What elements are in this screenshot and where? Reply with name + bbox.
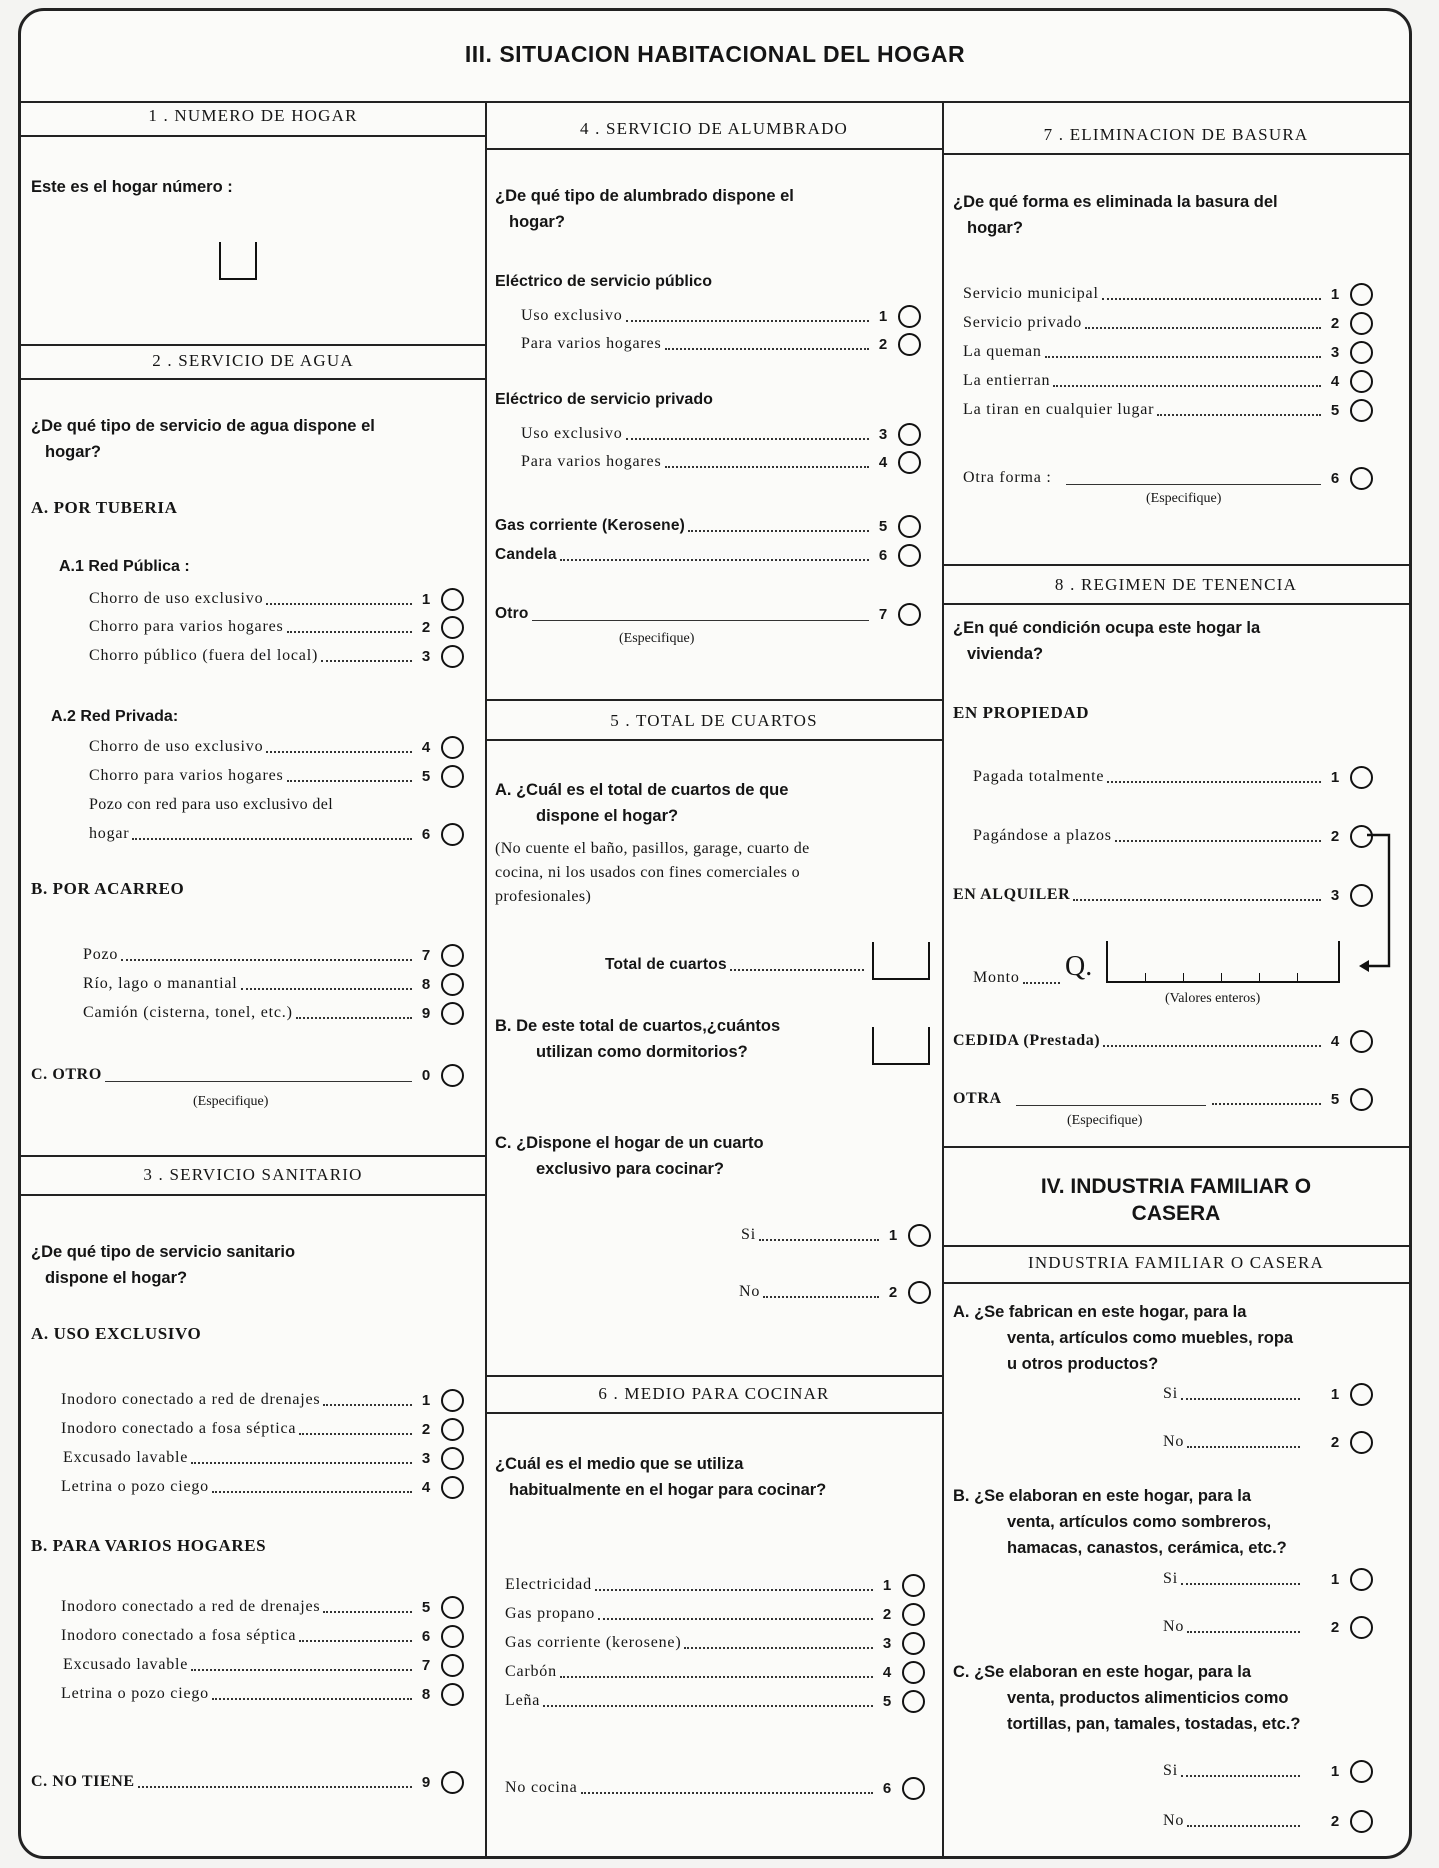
cooking-option-none[interactable]: No cocina 6 [505, 1775, 925, 1801]
water-option-6[interactable]: hogar 6 [89, 821, 464, 847]
water-pipe-heading: A. POR TUBERIA [31, 498, 178, 517]
section-2-header: 2 . SERVICIO DE AGUA [152, 351, 354, 370]
light-option-other[interactable]: Otro 7 [495, 601, 921, 627]
digit-tick [1183, 973, 1184, 981]
industry-a-yes[interactable]: Si 1 [1163, 1381, 1373, 1407]
option-circle [898, 515, 921, 538]
column-divider-1 [485, 101, 487, 1859]
tenure-option-3[interactable]: EN ALQUILER 3 [953, 882, 1373, 908]
tenure-owned-heading: EN PROPIEDAD [953, 703, 1090, 722]
section-2-top-rule [21, 344, 485, 346]
garbage-option-3[interactable]: La queman 3 [963, 339, 1373, 365]
section-5-header: 5 . TOTAL DE CUARTOS [610, 711, 818, 730]
section-1-header: 1 . NUMERO DE HOGAR [148, 106, 358, 125]
option-circle [1350, 1810, 1373, 1833]
option-circle [902, 1661, 925, 1684]
section-6-question-line-2: habitualmente en el hogar para cocinar? [509, 1481, 827, 1499]
section-iv-title-line-1: IV. INDUSTRIA FAMILIAR O [1040, 1175, 1312, 1198]
section-7-header: 7 . ELIMINACION DE BASURA [1043, 125, 1309, 144]
rooms-question-b-line-2: utilizan como dormitorios? [536, 1043, 748, 1061]
option-circle [898, 544, 921, 567]
kitchen-option-no[interactable]: No 2 [739, 1279, 931, 1305]
option-circle [441, 1002, 464, 1025]
water-option-9[interactable]: Camión (cisterna, tonel, etc.) 9 [83, 1000, 464, 1026]
option-circle [441, 1447, 464, 1470]
option-circle [898, 603, 921, 626]
industry-question-a-line-1: A. ¿Se fabrican en este hogar, para la [953, 1303, 1247, 1321]
sanitary-shared-heading: B. PARA VARIOS HOGARES [31, 1536, 267, 1555]
page-title: III. SITUACION HABITACIONAL DEL HOGAR [464, 41, 966, 67]
water-other-specify: (Especifique) [193, 1094, 269, 1109]
cooking-option-1[interactable]: Electricidad 1 [505, 1572, 925, 1598]
section-iv-top-rule [943, 1146, 1409, 1148]
option-circle [441, 588, 464, 611]
option-circle [1350, 399, 1373, 422]
section-iv-header: INDUSTRIA FAMILIAR O CASERA [1027, 1253, 1325, 1272]
digit-tick [1221, 973, 1222, 981]
garbage-option-1[interactable]: Servicio municipal 1 [963, 281, 1373, 307]
rooms-question-a-line-1: A. ¿Cuál es el total de cuartos de que [495, 781, 789, 799]
cooking-option-2[interactable]: Gas propano 2 [505, 1601, 925, 1627]
light-option-3[interactable]: Uso exclusivo 3 [521, 421, 921, 447]
light-option-4[interactable]: Para varios hogares 4 [521, 449, 921, 475]
industry-question-b-line-1: B. ¿Se elaboran en este hogar, para la [953, 1487, 1252, 1505]
industry-a-no[interactable]: No 2 [1163, 1429, 1373, 1455]
option-circle [441, 973, 464, 996]
sanitary-option-3[interactable]: Excusado lavable 3 [63, 1445, 464, 1471]
light-option-2[interactable]: Para varios hogares 2 [521, 331, 921, 357]
water-public-network-heading: A.1 Red Pública : [59, 558, 190, 575]
option-circle [898, 451, 921, 474]
option-circle [898, 305, 921, 328]
section-4-rule [486, 148, 942, 150]
industry-question-c-line-2: venta, productos alimenticios como [1007, 1689, 1289, 1707]
garbage-option-5[interactable]: La tiran en cualquier lugar 5 [963, 397, 1373, 423]
option-circle [908, 1224, 931, 1247]
option-circle [441, 1064, 464, 1087]
tenure-other-specify: (Especifique) [1067, 1113, 1143, 1128]
option-circle [441, 1476, 464, 1499]
currency-symbol: Q. [1065, 951, 1093, 982]
option-circle [902, 1632, 925, 1655]
industry-b-yes[interactable]: Si 1 [1163, 1566, 1373, 1592]
option-circle [441, 645, 464, 668]
section-2-question-line-1: ¿De qué tipo de servicio de agua dispone el [31, 417, 375, 435]
total-rooms-box[interactable] [872, 942, 930, 980]
sanitary-option-6[interactable]: Inodoro conectado a fosa séptica 6 [61, 1623, 464, 1649]
tenure-option-1[interactable]: Pagada totalmente 1 [973, 764, 1373, 790]
water-option-5[interactable]: Chorro para varios hogares 5 [89, 763, 464, 789]
water-option-8[interactable]: Río, lago o manantial 8 [83, 971, 464, 997]
option-circle [1350, 766, 1373, 789]
section-8-top-rule [943, 564, 1409, 566]
light-public-heading: Eléctrico de servicio público [495, 273, 712, 290]
section-3-question-line-1: ¿De qué tipo de servicio sanitario [31, 1243, 296, 1261]
option-circle [441, 1389, 464, 1412]
water-option-7[interactable]: Pozo 7 [83, 942, 464, 968]
option-circle [1350, 1760, 1373, 1783]
section-7-question-line-2: hogar? [967, 219, 1023, 237]
section-iv-rule-1 [943, 1245, 1409, 1247]
light-private-heading: Eléctrico de servicio privado [495, 391, 713, 408]
rooms-question-b-line-1: B. De este total de cuartos,¿cuántos [495, 1017, 781, 1035]
bedrooms-box[interactable] [872, 1027, 930, 1065]
option-circle [1350, 370, 1373, 393]
option-circle [1350, 1088, 1373, 1111]
cooking-option-4[interactable]: Carbón 4 [505, 1659, 925, 1685]
rent-amount-note: (Valores enteros) [1165, 991, 1261, 1006]
section-6-rule [486, 1412, 942, 1414]
section-iv-title-line-2: CASERA [1131, 1202, 1221, 1225]
rooms-question-c-line-1: C. ¿Dispone el hogar de un cuarto [495, 1134, 764, 1152]
section-4-header: 4 . SERVICIO DE ALUMBRADO [579, 119, 849, 138]
option-circle [1350, 283, 1373, 306]
column-divider-2 [942, 101, 944, 1859]
sanitary-option-5[interactable]: Inodoro conectado a red de drenajes 5 [61, 1594, 464, 1620]
rent-amount-box[interactable] [1106, 941, 1340, 983]
section-3-rule [21, 1194, 485, 1196]
option-circle [1350, 1383, 1373, 1406]
section-8-question-line-2: vivienda? [967, 645, 1044, 663]
light-option-5[interactable]: Gas corriente (Kerosene) 5 [495, 513, 921, 539]
sanitary-option-7[interactable]: Excusado lavable 7 [63, 1652, 464, 1678]
section-4-question-line-2: hogar? [509, 213, 565, 231]
industry-c-no[interactable]: No 2 [1163, 1808, 1373, 1834]
section-4-question-line-1: ¿De qué tipo de alumbrado dispone el [495, 187, 794, 205]
industry-b-no[interactable]: No 2 [1163, 1614, 1373, 1640]
option-circle [441, 765, 464, 788]
section-6-top-rule [486, 1375, 942, 1377]
garbage-option-2[interactable]: Servicio privado 2 [963, 310, 1373, 336]
sanitary-option-8[interactable]: Letrina o pozo ciego 8 [61, 1681, 464, 1707]
option-circle [902, 1690, 925, 1713]
industry-question-a-line-2: venta, artículos como muebles, ropa [1007, 1329, 1294, 1347]
section-5-rule [486, 739, 942, 741]
skip-arrow [1357, 831, 1409, 993]
water-option-1[interactable]: Chorro de uso exclusivo 1 [89, 586, 464, 612]
section-1-question: Este es el hogar número : [31, 178, 233, 196]
option-circle [441, 1418, 464, 1441]
section-3-top-rule [21, 1155, 485, 1157]
household-number-box[interactable] [219, 242, 257, 280]
water-carry-heading: B. POR ACARREO [31, 879, 185, 898]
option-circle [1350, 1030, 1373, 1053]
industry-question-b-line-3: hamacas, canastos, cerámica, etc.? [1007, 1539, 1287, 1557]
industry-question-a-line-3: u otros productos? [1007, 1355, 1159, 1373]
option-circle [441, 1596, 464, 1619]
garbage-option-4[interactable]: La entierran 4 [963, 368, 1373, 394]
section-5-top-rule [486, 699, 942, 701]
option-circle [1350, 1568, 1373, 1591]
section-3-question-line-2: dispone el hogar? [45, 1269, 188, 1287]
option-circle [441, 1771, 464, 1794]
sanitary-option-4[interactable]: Letrina o pozo ciego 4 [61, 1474, 464, 1500]
tenure-option-4[interactable]: CEDIDA (Prestada) 4 [953, 1028, 1373, 1054]
option-circle [1350, 1431, 1373, 1454]
rent-amount-label: Monto [973, 965, 1063, 991]
section-8-question-line-1: ¿En qué condición ocupa este hogar la [953, 619, 1261, 637]
light-other-specify: (Especifique) [619, 631, 695, 646]
cooking-option-5[interactable]: Leña 5 [505, 1688, 925, 1714]
option-circle [1350, 341, 1373, 364]
tenure-option-2[interactable]: Pagándose a plazos 2 [973, 823, 1373, 849]
section-8-header: 8 . REGIMEN DE TENENCIA [1054, 575, 1298, 594]
option-circle [908, 1281, 931, 1304]
option-circle [441, 944, 464, 967]
total-rooms-label: Total de cuartos [605, 952, 867, 978]
sanitary-option-2[interactable]: Inodoro conectado a fosa séptica 2 [61, 1416, 464, 1442]
census-form-page [18, 8, 1412, 1859]
light-option-6[interactable]: Candela 6 [495, 542, 921, 568]
cooking-option-3[interactable]: Gas corriente (kerosene) 3 [505, 1630, 925, 1656]
rooms-question-c-line-2: exclusivo para cocinar? [536, 1160, 725, 1178]
rooms-note-line-1: (No cuente el baño, pasillos, garage, cuarto de [495, 840, 810, 857]
option-circle [902, 1574, 925, 1597]
option-circle [902, 1603, 925, 1626]
water-option-4[interactable]: Chorro de uso exclusivo 4 [89, 734, 464, 760]
industry-c-yes[interactable]: Si 1 [1163, 1758, 1373, 1784]
section-6-question-line-1: ¿Cuál es el medio que se utiliza [495, 1455, 744, 1473]
sanitary-exclusive-heading: A. USO EXCLUSIVO [31, 1324, 202, 1343]
option-circle [1350, 467, 1373, 490]
digit-tick [1259, 973, 1260, 981]
kitchen-option-yes[interactable]: Si 1 [741, 1222, 931, 1248]
option-circle [902, 1777, 925, 1800]
water-option-3[interactable]: Chorro público (fuera del local) 3 [89, 643, 464, 669]
tenure-option-other[interactable]: OTRA 5 [953, 1086, 1373, 1112]
water-private-network-heading: A.2 Red Privada: [51, 708, 179, 725]
option-circle [441, 616, 464, 639]
digit-tick [1297, 973, 1298, 981]
section-8-rule [943, 603, 1409, 605]
digit-tick [1145, 973, 1146, 981]
water-option-2[interactable]: Chorro para varios hogares 2 [89, 614, 464, 640]
industry-question-c-line-3: tortillas, pan, tamales, tostadas, etc.? [1007, 1715, 1301, 1733]
industry-question-b-line-2: venta, artículos como sombreros, [1007, 1513, 1272, 1531]
option-circle [1350, 1616, 1373, 1639]
section-6-header: 6 . MEDIO PARA COCINAR [598, 1384, 830, 1403]
option-circle [1350, 312, 1373, 335]
water-option-6-label: Pozo con red para uso exclusivo del [89, 796, 334, 813]
light-option-1[interactable]: Uso exclusivo 1 [521, 303, 921, 329]
top-rule [21, 101, 1409, 103]
section-1-rule [21, 135, 485, 137]
option-circle [441, 1683, 464, 1706]
sanitary-option-1[interactable]: Inodoro conectado a red de drenajes 1 [61, 1387, 464, 1413]
section-7-question-line-1: ¿De qué forma es eliminada la basura del [953, 193, 1278, 211]
section-2-question-line-2: hogar? [45, 443, 101, 461]
section-2-rule [21, 378, 485, 380]
option-circle [441, 736, 464, 759]
section-7-rule [943, 153, 1409, 155]
option-circle [441, 1654, 464, 1677]
section-iv-rule-2 [943, 1282, 1409, 1284]
water-option-other[interactable]: C. OTRO 0 [31, 1062, 464, 1088]
option-circle [441, 823, 464, 846]
option-circle [441, 1625, 464, 1648]
rooms-note-line-2: cocina, ni los usados con fines comerciales o [495, 864, 801, 881]
sanitary-option-none[interactable]: C. NO TIENE 9 [31, 1769, 464, 1795]
section-3-header: 3 . SERVICIO SANITARIO [143, 1165, 363, 1184]
garbage-other-specify: (Especifique) [1146, 491, 1222, 506]
option-circle [898, 333, 921, 356]
option-circle [898, 423, 921, 446]
rooms-question-a-line-2: dispone el hogar? [536, 807, 679, 825]
industry-question-c-line-1: C. ¿Se elaboran en este hogar, para la [953, 1663, 1252, 1681]
rooms-note-line-3: profesionales) [495, 888, 592, 905]
garbage-option-other[interactable]: Otra forma : 6 [963, 465, 1373, 491]
